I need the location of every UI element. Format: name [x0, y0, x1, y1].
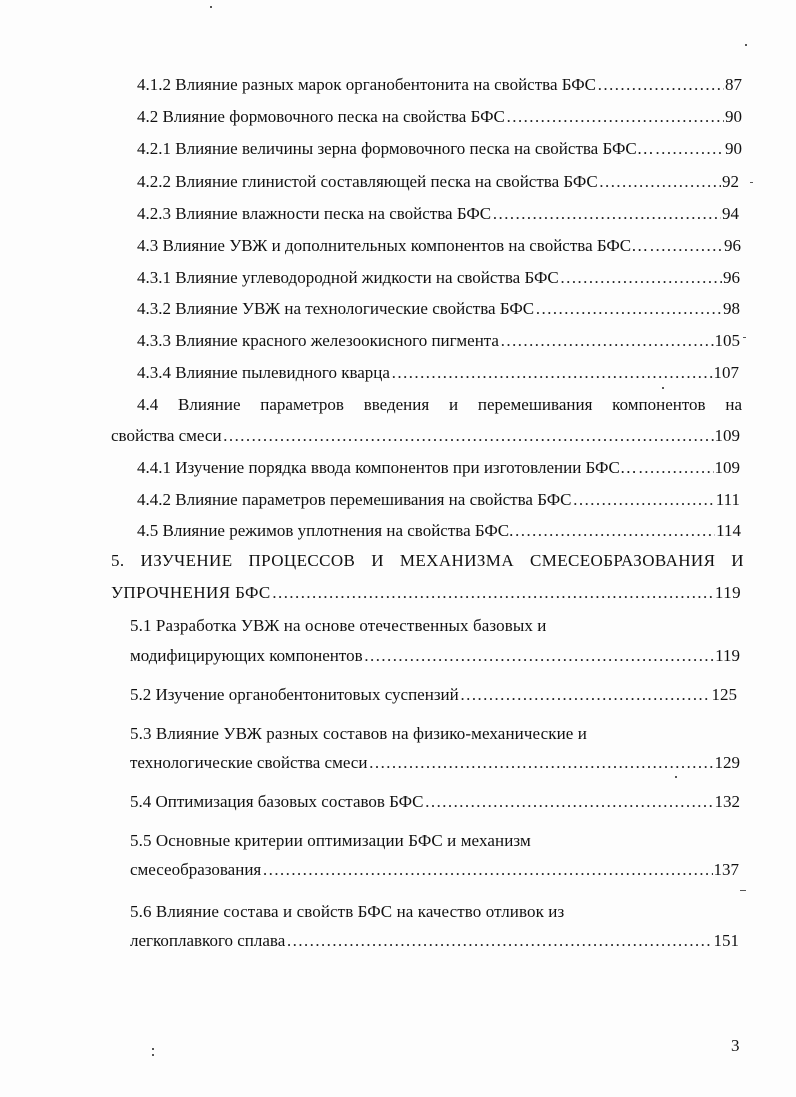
scan-speck [662, 387, 664, 389]
toc-entry-page: 119 [714, 583, 741, 602]
page-number: 3 [731, 1036, 740, 1055]
toc-entry [137, 520, 741, 542]
toc-entry [137, 235, 741, 257]
toc-entry-title-line2: модифицирующих компонентов [130, 646, 363, 665]
toc-leader-dots [572, 489, 714, 511]
toc-leader-dots [638, 457, 714, 479]
toc-entry [130, 791, 740, 813]
toc-entry-title: 4.3.2 Влияние УВЖ на технологические свойства БФС [137, 299, 535, 318]
toc-entry [137, 457, 740, 479]
toc-entry [137, 106, 742, 128]
toc-entry-page: 119 [715, 646, 740, 665]
toc-entry-title: 4.2.1 Влияние величины зерна формовочного песка на свойства БФС… [137, 139, 654, 158]
toc-entry [137, 267, 740, 289]
toc-entry-title-line2: смесеобразования [130, 860, 262, 879]
toc-entry-page: 92 [722, 172, 739, 191]
toc-leader-dots [599, 171, 721, 193]
toc-entry-page: 114 [716, 521, 741, 540]
toc-entry-title: 4.3 Влияние УВЖ и дополнительных компонентов на свойства БФС… [137, 236, 649, 255]
toc-leader-dots [368, 752, 713, 774]
toc-entry [137, 171, 739, 193]
toc-entry [130, 752, 740, 774]
toc-entry-title: 4.3.1 Влияние углеводородной жидкости на свойства БФС [137, 268, 559, 287]
toc-leader-dots [655, 138, 724, 160]
toc-entry [137, 298, 740, 320]
toc-entry-page: 105 [714, 331, 740, 350]
toc-entry-title: 4.1.2 Влияние разных марок органобентонита на свойства БФС [137, 75, 597, 94]
toc-entry [137, 489, 740, 511]
toc-leader-dots [500, 330, 714, 352]
toc-leader-dots [460, 684, 711, 706]
toc-entry [130, 684, 737, 706]
toc-chapter-heading-line2: УПРОЧНЕНИЯ БФС [111, 583, 271, 602]
toc-entry-title-line2: свойства смеси [111, 426, 222, 445]
scan-speck [152, 1054, 154, 1056]
toc-entry [137, 203, 739, 225]
toc-entry-title: 4.2.3 Влияние влажности песка на свойства БФС [137, 204, 492, 223]
toc-entry [130, 645, 740, 667]
toc-entry-title-line1: 5.1 Разработка УВЖ на основе отечественных базовых и [130, 616, 547, 635]
toc-entry-title-line2: легкоплавкого сплава [130, 931, 286, 950]
toc-leader-dots [223, 425, 714, 447]
toc-leader-dots [597, 74, 724, 96]
scan-speck [675, 776, 677, 778]
toc-entry-title-line1: 5.3 Влияние УВЖ разных составов на физико-механические и [130, 724, 587, 743]
toc-chapter-heading-line1: 5. ИЗУЧЕНИЕ ПРОЦЕССОВ И МЕХАНИЗМА СМЕСЕОБРАЗОВАНИЯ И [111, 551, 744, 570]
scan-speck [750, 182, 753, 183]
toc-leader-dots [424, 791, 713, 813]
toc-leader-dots [391, 362, 713, 384]
toc-entry-page: 125 [711, 685, 737, 704]
toc-leader-dots [649, 235, 723, 257]
toc-entry-title-line1: 5.6 Влияние состава и свойств БФС на качество отливок из [130, 902, 565, 921]
toc-entry-page: 90 [725, 139, 742, 158]
toc-entry [130, 859, 739, 881]
toc-entry-title: 4.5 Влияние режимов уплотнения на свойства БФС. [137, 521, 514, 540]
scan-speck [745, 44, 747, 46]
toc-entry-title: 4.2.2 Влияние глинистой составляющей песка на свойства БФС [137, 172, 598, 191]
toc-entry [130, 930, 739, 952]
toc-entry [111, 425, 740, 447]
toc-entry-title: 4.2 Влияние формовочного песка на свойства БФС [137, 107, 505, 126]
toc-leader-dots [272, 582, 714, 604]
toc-entry-page: 87 [725, 75, 742, 94]
toc-entry-page: 109 [714, 426, 740, 445]
toc-leader-dots [506, 106, 724, 128]
toc-entry-page: 96 [724, 236, 741, 255]
toc-entry-page: 109 [714, 458, 740, 477]
toc-entry-title: 5.4 Оптимизация базовых составов БФС [130, 792, 424, 811]
scan-speck [152, 1048, 154, 1050]
toc-chapter-heading [111, 582, 741, 604]
toc-entry-title: 4.4.2 Влияние параметров перемешивания на свойства БФС [137, 490, 572, 509]
toc-entry-title-line1: 5.5 Основные критерии оптимизации БФС и механизм [130, 831, 531, 850]
scan-speck [210, 6, 212, 8]
toc-leader-dots [535, 298, 722, 320]
toc-entry-page: 151 [713, 931, 739, 950]
toc-entry [137, 74, 742, 96]
toc-entry-page: 90 [725, 107, 742, 126]
toc-leader-dots [262, 859, 712, 881]
toc-entry-page: 111 [715, 490, 740, 509]
toc-leader-dots [286, 930, 712, 952]
toc-entry-title: 4.3.3 Влияние красного железоокисного пигмента [137, 331, 499, 350]
toc-entry-page: 98 [723, 299, 740, 318]
toc-entry-title: 5.2 Изучение органобентонитовых суспензий [130, 685, 459, 704]
toc-entry-page: 96 [723, 268, 740, 287]
toc-entry-title: 4.4.1 Изучение порядка ввода компонентов при изготовлении БФС… [137, 458, 637, 477]
toc-entry-page: 107 [713, 363, 739, 382]
toc-leader-dots [492, 203, 721, 225]
toc-entry-page: 94 [722, 204, 739, 223]
toc-entry-page: 129 [714, 753, 740, 772]
toc-entry-page: 132 [714, 792, 740, 811]
toc-entry-title: 4.3.4 Влияние пылевидного кварца [137, 363, 390, 382]
toc-entry-title-line2: технологические свойства смеси [130, 753, 368, 772]
toc-entry [137, 362, 739, 384]
toc-leader-dots [560, 267, 722, 289]
toc-leader-dots [364, 645, 714, 667]
toc-entry [137, 330, 740, 352]
toc-entry [137, 138, 742, 160]
toc-leader-dots [514, 520, 715, 542]
scan-speck [740, 890, 746, 891]
toc-entry-title-line1: 4.4 Влияние параметров введения и перемешивания компонентов на [137, 395, 742, 414]
scan-speck [743, 337, 746, 338]
toc-entry-page: 137 [713, 860, 739, 879]
